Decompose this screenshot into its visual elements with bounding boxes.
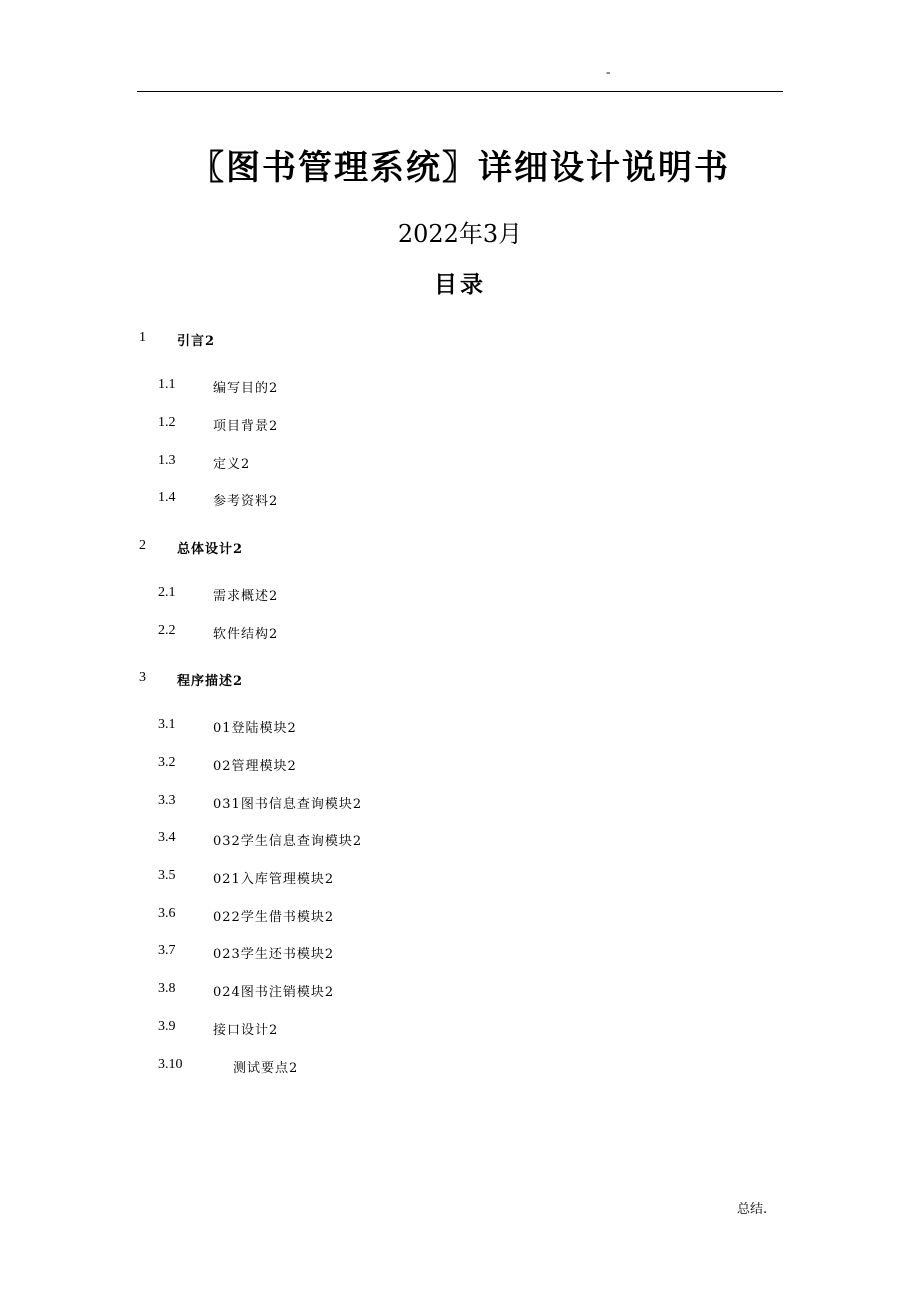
toc-entry-number: 1.1 [158,377,176,392]
toc-entry-text: 编写目的2 [213,381,279,396]
toc-entry-number: 1 [139,330,146,345]
toc-entry-text: 测试要点2 [233,1061,299,1076]
header-mark: - [606,64,611,79]
toc-entry-number: 1.2 [158,415,176,430]
toc-entry-text: 01登陆模块2 [213,721,297,736]
toc-entry-text: 031图书信息查询模块2 [213,797,363,812]
toc-entry-text: 024图书注销模块2 [213,985,335,1000]
document-date: 2022年3月 [397,220,523,248]
toc-entry-number: 3.6 [158,906,176,921]
toc-entry-text: 02管理模块2 [213,759,297,774]
toc-entry-number: 3.7 [158,943,176,958]
toc-entry-text: 032学生信息查询模块2 [213,834,363,849]
toc-entry-text: 接口设计2 [213,1023,279,1038]
toc-entry-number: 1.3 [158,453,176,468]
toc-entry-number: 3.3 [158,793,176,808]
toc-entry-number: 3.1 [158,717,176,732]
toc-entry-number: 3.5 [158,868,176,883]
toc-entry-number: 3.2 [158,755,176,770]
toc-entry-number: 3.8 [158,981,176,996]
footer-text: 总结. [737,1202,768,1217]
toc-entry-number: 2 [139,538,146,553]
document-title: 〖图书管理系统〗详细设计说明书 [190,148,730,188]
toc-entry-number: 3 [139,670,146,685]
toc-heading: 目录 [434,271,486,298]
header-rule [137,91,783,92]
toc-entry-text: 定义2 [213,457,251,472]
toc-entry-text: 022学生借书模块2 [213,910,335,925]
toc-entry-number: 1.4 [158,490,176,505]
toc-entry-text: 引言2 [177,334,216,349]
toc-entry-text: 项目背景2 [213,419,279,434]
toc-entry-text: 软件结构2 [213,627,279,642]
toc-entry-number: 3.10 [158,1057,183,1072]
toc-entry-text: 023学生还书模块2 [213,947,335,962]
toc-entry-number: 2.2 [158,623,176,638]
toc-entry-text: 需求概述2 [213,589,279,604]
toc-entry-number: 2.1 [158,585,176,600]
toc-entry-text: 021入库管理模块2 [213,872,335,887]
toc-entry-number: 3.4 [158,830,176,845]
toc-entry-number: 3.9 [158,1019,176,1034]
toc-entry-text: 程序描述2 [177,674,244,689]
toc-entry-text: 参考资料2 [213,494,279,509]
toc-entry-text: 总体设计2 [177,542,244,557]
